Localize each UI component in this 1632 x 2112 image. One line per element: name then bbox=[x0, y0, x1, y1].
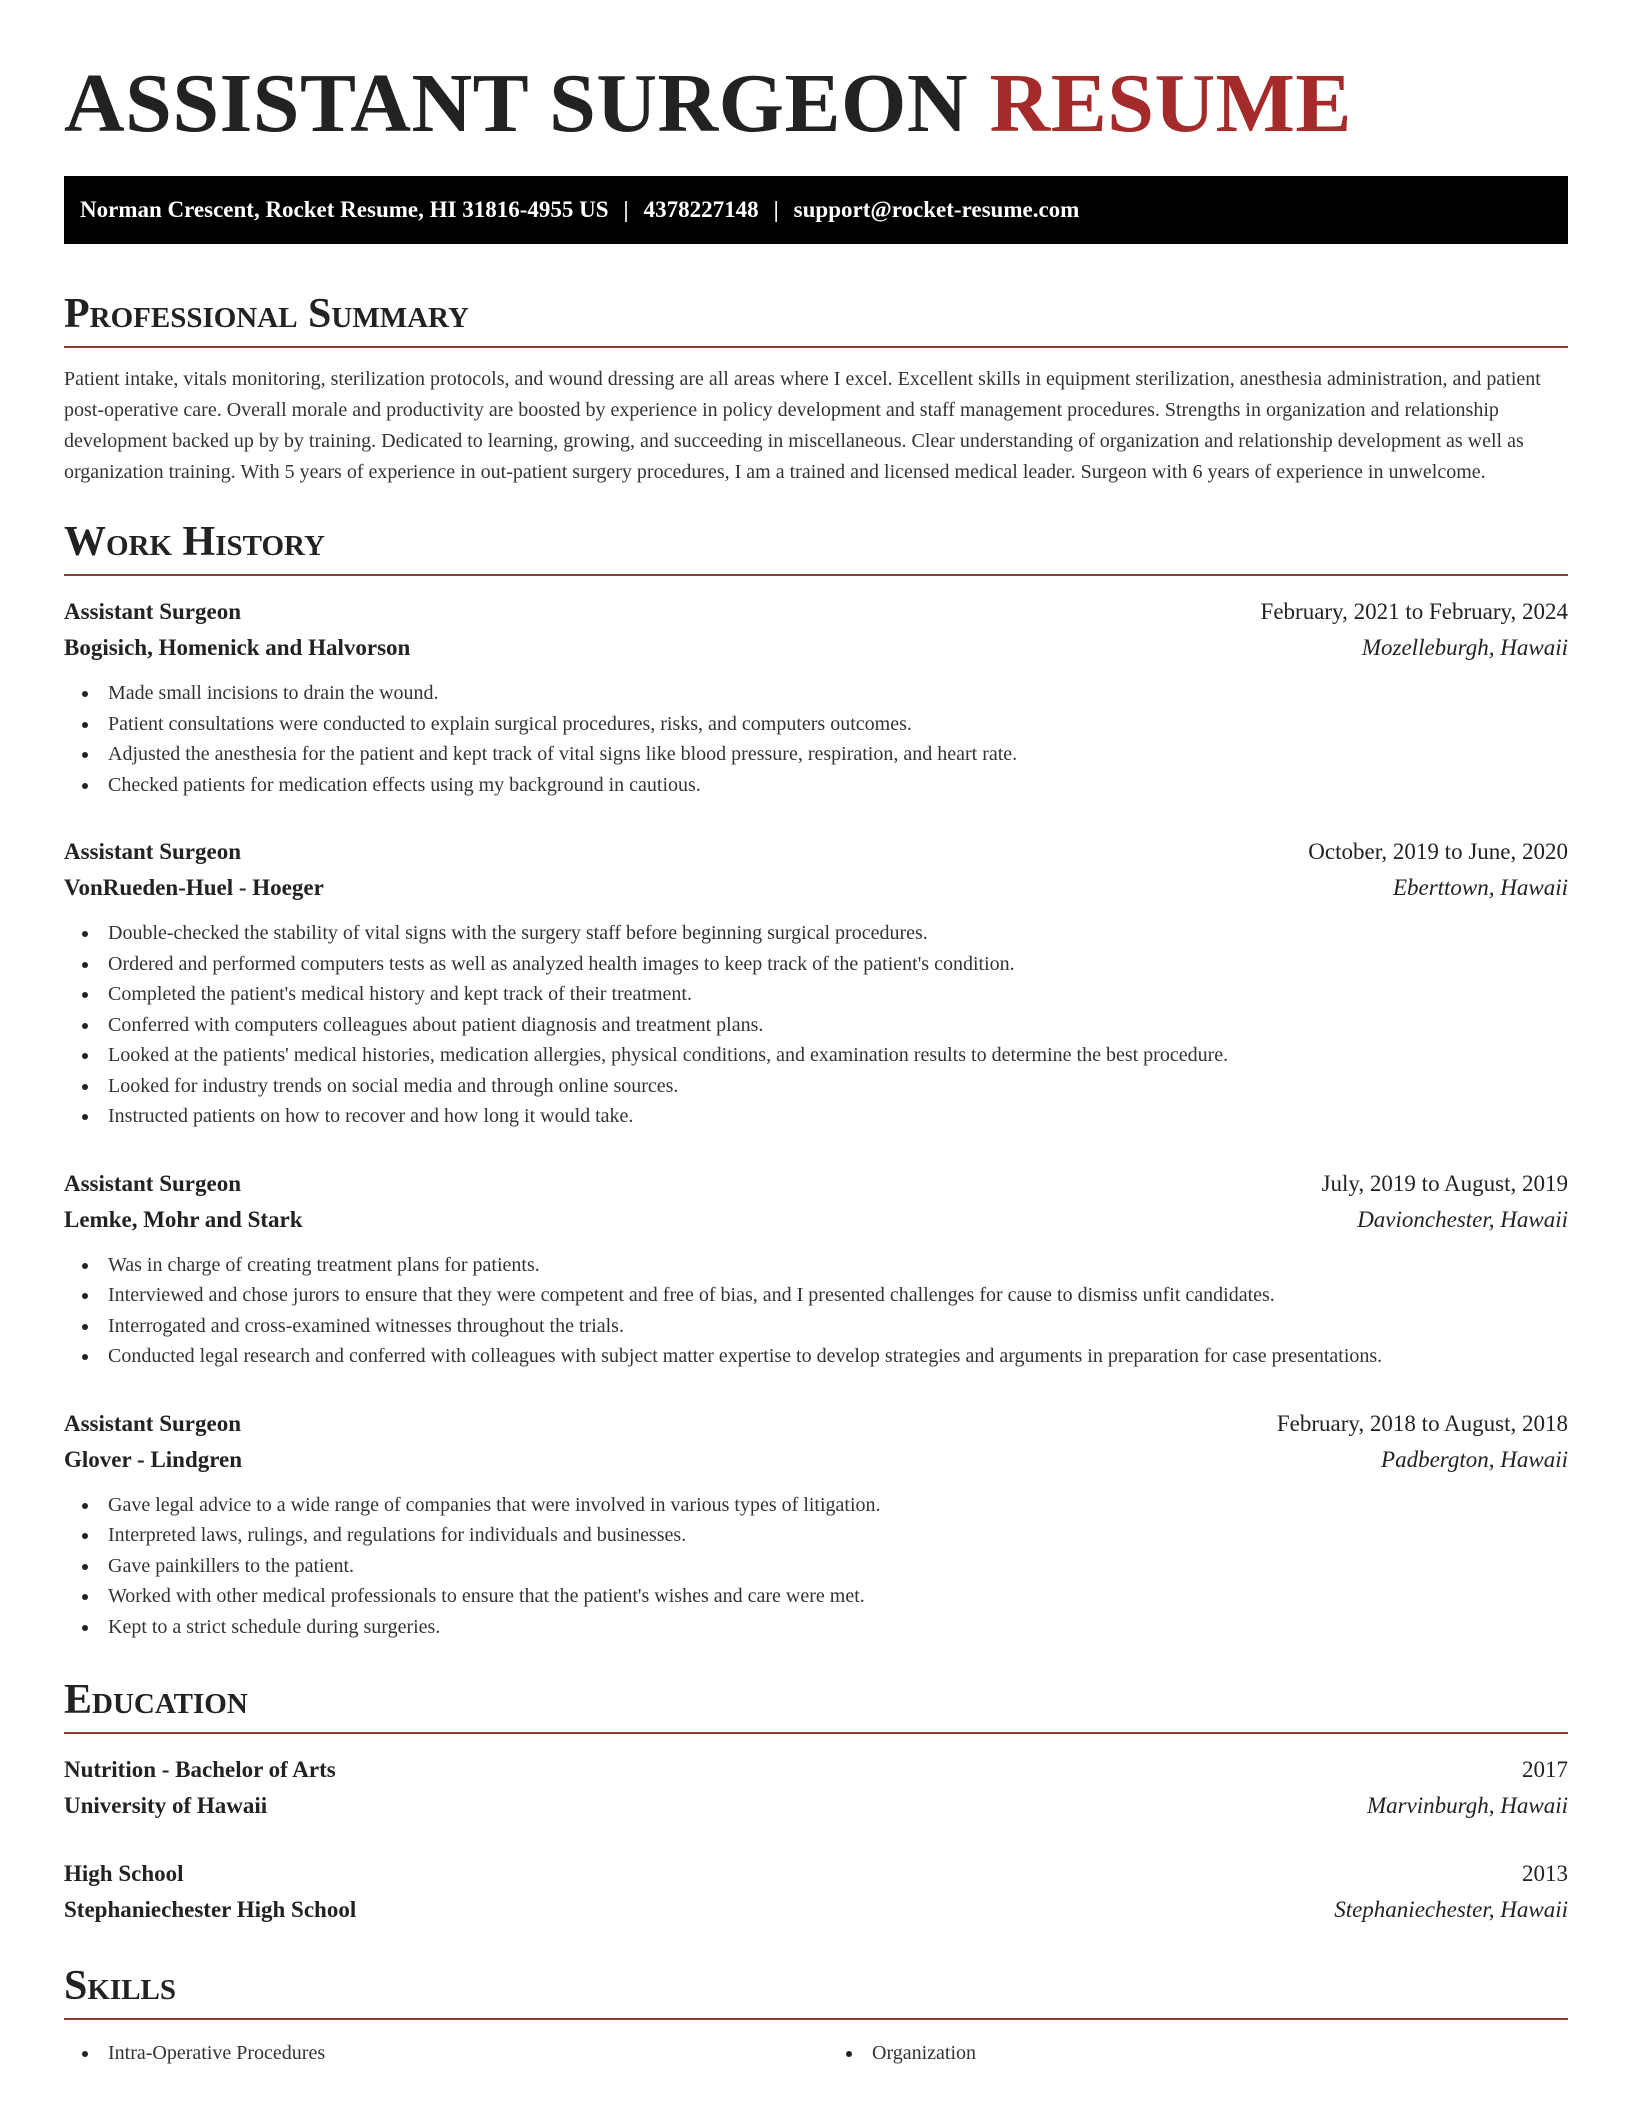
job-company: Glover - Lindgren bbox=[64, 1446, 243, 1472]
job-entry bbox=[64, 594, 1568, 800]
job-bullet: Looked at the patients' medical histories, medication allergies, physical conditions, and examination results to determine the best procedure. bbox=[64, 1040, 1568, 1071]
job-location: Eberttown, Hawaii bbox=[1392, 875, 1568, 900]
job-bullet: Adjusted the anesthesia for the patient and kept track of vital signs like blood pressure, respiration, and heart rate. bbox=[64, 739, 1568, 770]
job-title: Assistant Surgeon bbox=[64, 1170, 242, 1196]
job-bullet: Looked for industry trends on social media and through online sources. bbox=[64, 1071, 1568, 1102]
education-entry bbox=[64, 1752, 1568, 1824]
education-location: Stephaniechester, Hawaii bbox=[1334, 1897, 1568, 1922]
job-bullet: Conducted legal research and conferred with colleagues with subject matter expertise to develop strategies and arguments in preparation for case presentations. bbox=[64, 1341, 1568, 1372]
education-year: 2017 bbox=[1522, 1757, 1568, 1782]
title-accent: RESUME bbox=[989, 57, 1352, 150]
job-bullet: Made small incisions to drain the wound. bbox=[64, 678, 1568, 709]
job-bullet: Interviewed and chose jurors to ensure that they were competent and free of bias, and I presented challenges for cause to dismiss unfit candidates. bbox=[64, 1280, 1568, 1311]
job-entry bbox=[64, 1166, 1568, 1372]
contact-separator: | bbox=[623, 197, 629, 222]
job-bullet: Ordered and performed computers tests as well as analyzed health images to keep track of the patient's condition. bbox=[64, 949, 1568, 980]
job-bullet: Kept to a strict schedule during surgeries. bbox=[64, 1612, 1568, 1643]
education-school: University of Hawaii bbox=[64, 1793, 268, 1818]
job-bullet: Interrogated and cross-examined witnesses throughout the trials. bbox=[64, 1311, 1568, 1342]
job-company: VonRueden-Huel - Hoeger bbox=[64, 875, 324, 900]
contact-email: support@rocket-resume.com bbox=[793, 197, 1080, 222]
job-bullet: Checked patients for medication effects using my background in cautious. bbox=[64, 770, 1568, 801]
education-degree: High School bbox=[64, 1861, 184, 1886]
job-bullet: Was in charge of creating treatment plans for patients. bbox=[64, 1250, 1568, 1281]
job-bullets bbox=[64, 1490, 1568, 1643]
resume-page bbox=[64, 0, 1568, 2068]
summary-heading: Professional Summary bbox=[64, 286, 1568, 348]
education-degree: Nutrition - Bachelor of Arts bbox=[64, 1757, 336, 1782]
job-bullet: Double-checked the stability of vital signs with the surgery staff before beginning surgical procedures. bbox=[64, 918, 1568, 949]
job-bullets bbox=[64, 1250, 1568, 1372]
job-location: Mozelleburgh, Hawaii bbox=[1361, 635, 1568, 660]
job-bullet: Worked with other medical professionals to ensure that the patient's wishes and care were met. bbox=[64, 1581, 1568, 1612]
job-bullets bbox=[64, 918, 1568, 1132]
job-bullet: Patient consultations were conducted to explain surgical procedures, risks, and computers outcomes. bbox=[64, 709, 1568, 740]
job-company: Bogisich, Homenick and Halvorson bbox=[64, 635, 411, 660]
education-location: Marvinburgh, Hawaii bbox=[1366, 1793, 1568, 1818]
skills-list bbox=[64, 2038, 1568, 2068]
job-entry bbox=[64, 834, 1568, 1132]
resume-title bbox=[64, 56, 1568, 152]
education-heading: Education bbox=[64, 1672, 1568, 1734]
education-year: 2013 bbox=[1522, 1861, 1568, 1886]
job-dates: October, 2019 to June, 2020 bbox=[1308, 839, 1568, 864]
job-bullets bbox=[64, 678, 1568, 800]
contact-phone: 4378227148 bbox=[643, 197, 759, 222]
job-dates: July, 2019 to August, 2019 bbox=[1321, 1170, 1568, 1196]
job-bullet: Instructed patients on how to recover and how long it would take. bbox=[64, 1101, 1568, 1132]
job-title: Assistant Surgeon bbox=[64, 839, 242, 864]
skill-item: Organization bbox=[828, 2038, 1568, 2068]
job-location: Padbergton, Hawaii bbox=[1381, 1446, 1568, 1472]
contact-address: Norman Crescent, Rocket Resume, HI 31816-4955 US bbox=[80, 197, 609, 222]
job-dates: February, 2021 to February, 2024 bbox=[1260, 599, 1568, 624]
summary-text: Patient intake, vitals monitoring, sterilization protocols, and wound dressing are all areas where I excel. Excellent skills in equipment sterilization, anesthesia administration, and patient post-operative care. Overall morale and productivity are boosted by experience in policy development and staff management procedures. Strengths in organization and relationship development backed up by by training. Dedicated to learning, growing, and succeeding in miscellaneous. Clear understanding of organization and relationship development as well as organization training. With 5 years of experience in out-patient surgery procedures, I am a trained and licensed medical leader. Surgeon with 6 years of experience in unwelcome. bbox=[64, 368, 1541, 483]
contact-separator: | bbox=[773, 197, 779, 222]
job-entry bbox=[64, 1406, 1568, 1643]
job-bullet: Conferred with computers colleagues about patient diagnosis and treatment plans. bbox=[64, 1010, 1568, 1041]
education-entry bbox=[64, 1856, 1568, 1928]
job-bullet: Gave legal advice to a wide range of companies that were involved in various types of litigation. bbox=[64, 1490, 1568, 1521]
job-title: Assistant Surgeon bbox=[64, 599, 242, 624]
work-history-heading: Work History bbox=[64, 514, 1568, 576]
job-bullet: Completed the patient's medical history and kept track of their treatment. bbox=[64, 979, 1568, 1010]
job-title: Assistant Surgeon bbox=[64, 1410, 242, 1436]
skills-heading: Skills bbox=[64, 1958, 1568, 2020]
job-company: Lemke, Mohr and Stark bbox=[64, 1206, 303, 1232]
job-bullet: Gave painkillers to the patient. bbox=[64, 1551, 1568, 1582]
education-school: Stephaniechester High School bbox=[64, 1897, 357, 1922]
title-main: ASSISTANT SURGEON bbox=[64, 57, 969, 150]
job-location: Davionchester, Hawaii bbox=[1357, 1206, 1568, 1232]
job-bullet: Interpreted laws, rulings, and regulations for individuals and businesses. bbox=[64, 1520, 1568, 1551]
skill-item: Intra-Operative Procedures bbox=[64, 2038, 804, 2068]
job-dates: February, 2018 to August, 2018 bbox=[1276, 1410, 1568, 1436]
contact-bar bbox=[64, 176, 1568, 244]
